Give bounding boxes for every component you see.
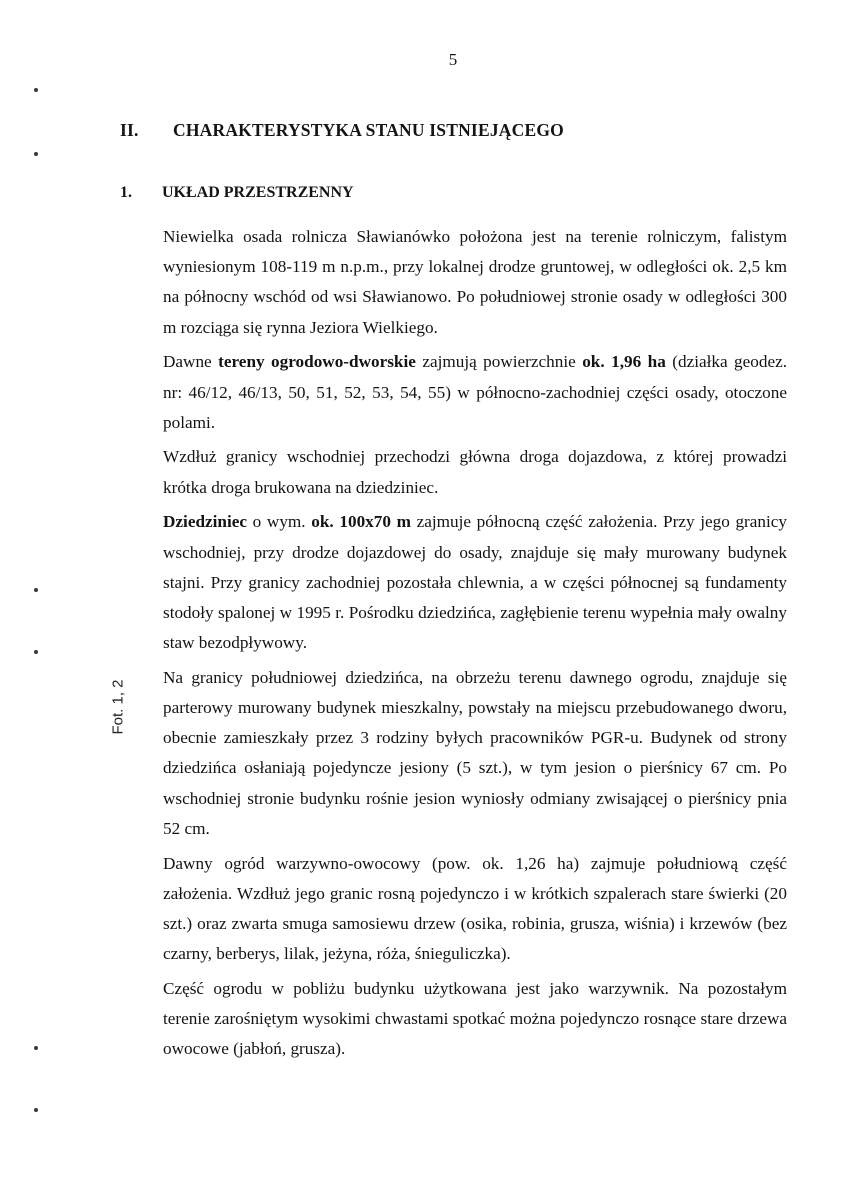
body-text <box>163 222 787 1069</box>
scan-speck <box>34 88 38 92</box>
scan-speck <box>34 1108 38 1112</box>
scan-speck <box>34 1046 38 1050</box>
section-heading <box>120 120 564 141</box>
page-number: 5 <box>448 50 458 69</box>
subsection-title: UKŁAD PRZESTRZENNY <box>162 184 354 201</box>
subsection-number: 1. <box>120 184 132 201</box>
emphasis-estate-area: ok. 1,96 ha <box>582 352 666 372</box>
scan-speck <box>34 588 38 592</box>
margin-photo-reference-text: Fot. 1, 2 <box>109 679 127 735</box>
emphasis-courtyard: Dziedziniec <box>163 512 247 532</box>
paragraph-courtyard: Dziedziniec o wym. ok. 100x70 m zajmuje północną część założenia. Przy jego granicy wschodniej, przy drodze dojazdowej do osady, znajduje się mały murowany budynek stajni. Przy granicy zachodniej pozostała chlewnia, a w części północnej są fundamenty stodoły spalonej w 1995 r. Pośrodku dziedzińca, zagłębienie terenu wypełnia mały owalny staw bezodpływowy. <box>163 512 788 653</box>
scan-speck <box>34 152 38 156</box>
section-number: II. <box>120 120 139 140</box>
paragraph-access-road: Wzdłuż granicy wschodniej przechodzi główna droga dojazdowa, z której prowadzi krótka droga brukowana na dziedziniec. <box>163 447 787 497</box>
paragraph-orchard: Dawny ogród warzywno-owocowy (pow. ok. 1,26 ha) zajmuje południową część założenia. Wzdłuż jego granic rosną pojedynczo i w krótkich szpalerach stare świerki (20 szt.) oraz zwarta smuga samosiewu drzew (osika, robinia, grusza, wiśnia) i krzewów (bez czarny, berberys, lilak, jeżyna, róża, śnieguliczka). <box>163 853 787 964</box>
subsection-heading <box>120 184 354 202</box>
paragraph-residential-building: Na granicy południowej dziedzińca, na obrzeżu terenu dawnego ogrodu, znajduje się parterowy murowany budynek mieszkalny, powstały na miejscu przebudowanego dworu, obecnie zamieszkały przez 3 rodziny byłych pracowników PGR-u. Budynek od strony dziedzińca osłaniają pojedyncze jesiony (5 szt.), w tym jesion o pierśnicy 67 cm. Po wschodniej stronie budynku rośnie jesion wyniosły odmiany zwisającej o pierśnicy pnia 52 cm. <box>163 667 787 838</box>
paragraph-vegetable-garden: Część ogrodu w pobliżu budynku użytkowana jest jako warzywnik. Na pozostałym terenie zarośniętym wysokimi chwastami spotkać można pojedynczo rosnące stare drzewa owocowe (jabłoń, grusza). <box>163 978 787 1059</box>
margin-photo-reference <box>103 672 133 742</box>
paragraph-location: Niewielka osada rolnicza Sławianówko położona jest na terenie rolniczym, falistym wyniesionym 108-119 m n.p.m., przy lokalnej drodze gruntowej, w odległości ok. 2,5 km na północny wschód od wsi Sławianowo. Po południowej stronie osady w odległości 300 m rozciąga się rynna Jeziora Wielkiego. <box>163 227 787 337</box>
section-title: CHARAKTERYSTYKA STANU ISTNIEJĄCEGO <box>173 120 564 140</box>
scan-speck <box>34 650 38 654</box>
emphasis-courtyard-size: ok. 100x70 m <box>311 512 411 532</box>
emphasis-estate-grounds: tereny ogrodowo-dworskie <box>218 352 416 372</box>
paragraph-estate-area: Dawne tereny ogrodowo-dworskie zajmują powierzchnie ok. 1,96 ha (działka geodez. nr: 46/12, 46/13, 50, 51, 52, 53, 54, 55) w północno-zachodniej części osady, otoczone polami. <box>163 352 788 432</box>
